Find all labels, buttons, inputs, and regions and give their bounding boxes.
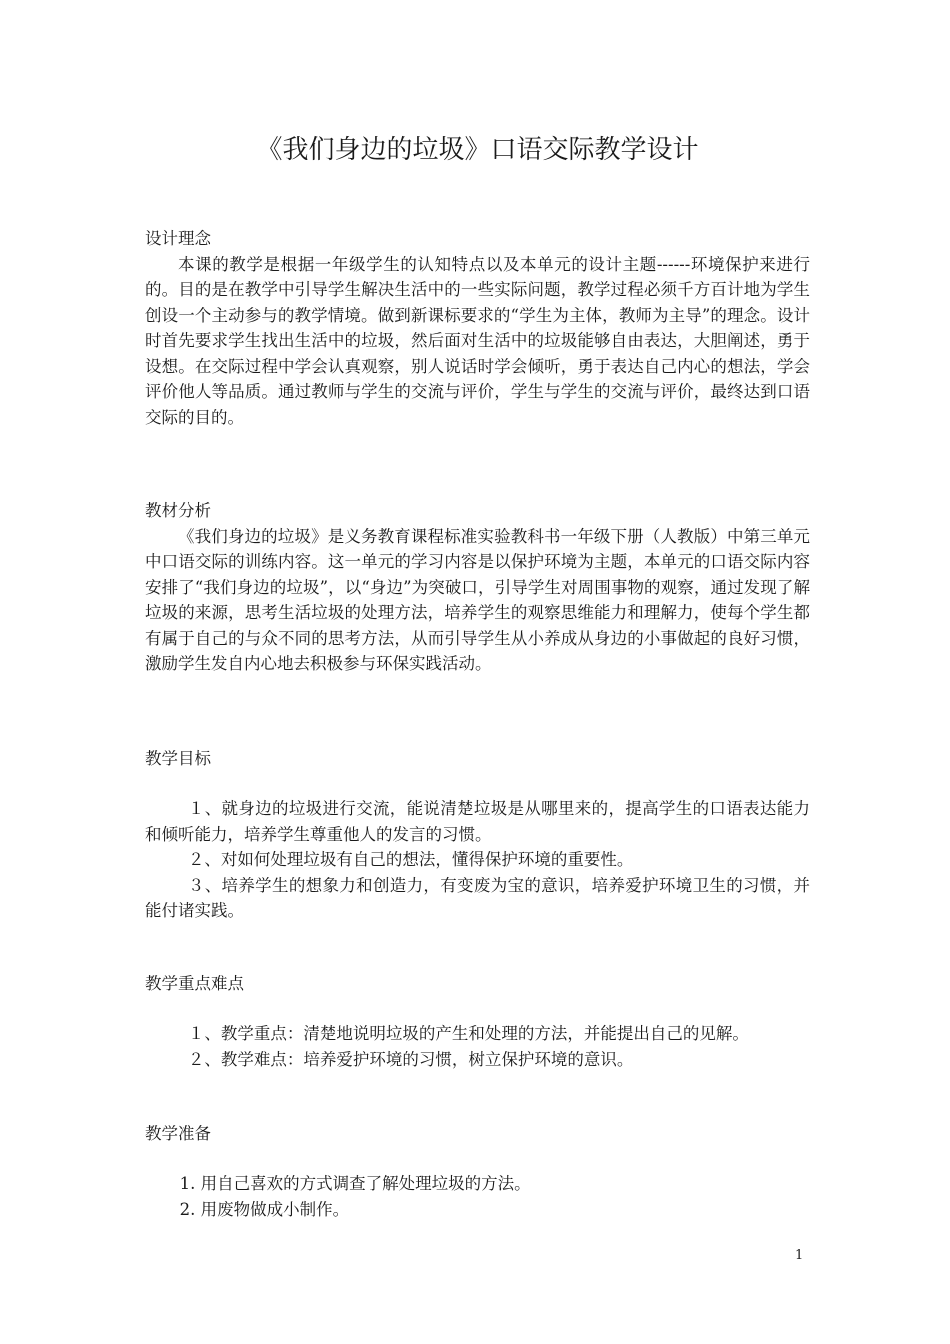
list-item: 1. 用自己喜欢的方式调查了解处理垃圾的方法。: [179, 1174, 531, 1193]
section-preparation: [145, 1121, 810, 1147]
list-item: １、教学重点：清楚地说明垃圾的产生和处理的方法，并能提出自己的见解。: [187, 1024, 749, 1043]
list-item: ２、对如何处理垃圾有自己的想法，懂得保护环境的重要性。: [187, 850, 634, 869]
list-item: ２、教学难点：培养爱护环境的习惯，树立保护环境的意识。: [187, 1049, 634, 1069]
section-paragraph: 本课的教学是根据一年级学生的认知特点以及本单元的设计主题------环境保护来进行的。目的是在教学中引导学生解决生活中的一些实际问题，教学过程必须千方百计地为学生创设一个主动参与的教学情境。做到新课标要求的“学生为主体，教师为主导”的理念。设计时首先要求学生找出生活中的垃圾，然后面对生活中的垃圾能够自由表达，大胆阐述，勇于设想。在交际过程中学会认真观察，别人说话时学会倾听，勇于表达自己内心的想法，学会评价他人等品质。通过教师与学生的交流与评价，学生与学生的交流与评价，最终达到口语交际的目的。: [145, 254, 810, 427]
list-item: １、就身边的垃圾进行交流，能说清楚垃圾是从哪里来的，提高学生的口语表达能力和倾听能力，培养学生尊重他人的发言的习惯。: [145, 799, 810, 844]
document-title: 《我们身边的垃圾》口语交际教学设计: [256, 135, 699, 165]
section-heading: 教材分析: [145, 501, 211, 520]
section-heading: 设计理念: [145, 229, 211, 248]
section-heading: 教学重点难点: [145, 974, 244, 993]
section-paragraph: 《我们身边的垃圾》是义务教育课程标准实验教科书一年级下册（人教版）中第三单元中口语交际的训练内容。这一单元的学习内容是以保护环境为主题，本单元的口语交际内容安排了“我们身边的垃圾”，以“身边”为突破口，引导学生对周围事物的观察，通过发现了解垃圾的来源，思考生活垃圾的处理方法，培养学生的观察思维能力和理解力，使每个学生都有属于自己的与众不同的思考方法，从而引导学生从小养成从身边的小事做起的良好习惯，激励学生发自内心地去积极参与环保实践活动。: [145, 526, 810, 673]
key-points-list: [145, 1021, 810, 1072]
list-item: 2. 用废物做成小制作。: [179, 1199, 350, 1219]
preparation-list: [145, 1171, 810, 1222]
teaching-goals-list: [145, 796, 810, 924]
section-material-analysis: [145, 498, 810, 677]
list-item: ３、培养学生的想象力和创造力，有变废为宝的意识，培养爱护环境卫生的习惯，并能付诸实践。: [145, 875, 810, 920]
page-number: 1: [795, 1248, 804, 1263]
section-heading: 教学目标: [145, 749, 211, 768]
section-teaching-goals: [145, 746, 810, 772]
section-design-concept: [145, 226, 810, 430]
section-key-points: [145, 971, 810, 997]
section-heading: 教学准备: [145, 1124, 211, 1143]
